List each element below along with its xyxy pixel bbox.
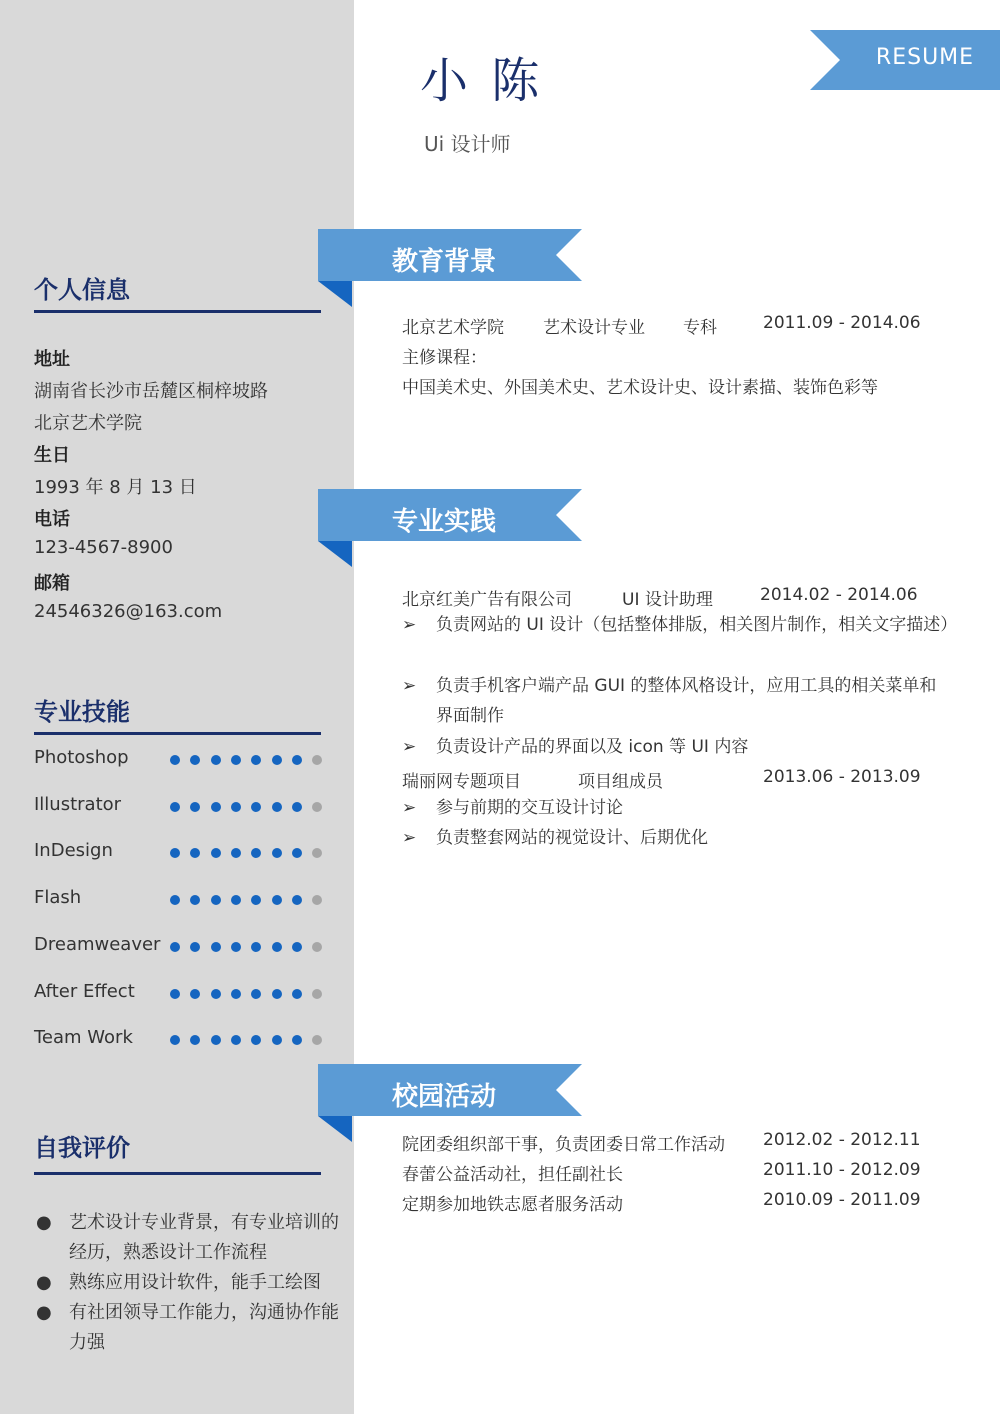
rating-dot-filled [190,848,200,858]
skill-rating [170,1035,330,1047]
job1-period: 2014.02 - 2014.06 [760,585,918,605]
rating-dot-filled [170,802,180,812]
self-eval-item: ● 艺术设计专业背景，有专业培训的经历，熟悉设计工作流程 [34,1208,349,1268]
rating-dot-filled [272,1035,282,1045]
rating-dot-filled [231,848,241,858]
skill-rating [170,895,330,907]
rating-dot-filled [170,755,180,765]
rating-dot-filled [272,942,282,952]
skill-name: Team Work [34,1027,133,1049]
campus-banner [318,1064,584,1132]
job2-point: 负责整套网站的视觉设计、后期优化 [436,828,708,848]
arrow-bullet-icon: ➢ [402,798,417,818]
skill-rating [170,755,330,767]
arrow-bullet-icon: ➢ [402,828,417,848]
job1-role: UI 设计助理 [622,590,713,610]
self-eval-title: 自我评价 [34,1134,130,1162]
skills-title: 专业技能 [34,698,130,726]
arrow-bullet-icon: ➢ [402,676,417,696]
skill-rating [170,942,330,954]
rating-dot-filled [211,942,221,952]
self-eval-item: ● 熟练应用设计软件，能手工绘图 [34,1268,349,1298]
edu-major: 艺术设计专业 [543,318,645,338]
rating-dot-filled [251,989,261,999]
skill-row [34,747,334,777]
skill-name: Photoshop [34,747,129,768]
rating-dot-filled [170,1035,180,1045]
rating-dot-filled [231,989,241,999]
rating-dot-filled [292,942,302,952]
rating-dot-filled [190,1035,200,1045]
skill-row [34,794,334,824]
edu-period: 2011.09 - 2014.06 [763,313,921,333]
edu-courses-label: 主修课程： [402,348,487,368]
rating-dot-filled [170,848,180,858]
address-line1: 湖南省长沙市岳麓区桐梓坡路 [34,381,268,402]
bullet-icon: ● [36,1302,52,1323]
skill-row [34,887,334,917]
skill-rating [170,802,330,814]
edu-degree: 专科 [683,318,717,338]
arrow-bullet-icon: ➢ [402,737,417,757]
phone-value: 123-4567-8900 [34,537,173,558]
campus-activity: 春蕾公益活动社，担任副社长 [402,1165,623,1185]
rating-dot-filled [292,895,302,905]
rating-dot-filled [231,895,241,905]
rating-dot-empty [312,848,322,858]
skill-name: Illustrator [34,793,122,815]
rating-dot-filled [231,755,241,765]
job2-company: 瑞丽网专题项目 [402,772,521,792]
campus-period: 2011.10 - 2012.09 [763,1160,921,1180]
edu-school: 北京艺术学院 [402,318,504,338]
rating-dot-filled [211,755,221,765]
address-label: 地址 [34,349,70,370]
birthday-value: 1993 年 8 月 13 日 [34,477,197,498]
rating-dot-filled [292,848,302,858]
job1-point: 负责设计产品的界面以及 icon 等 UI 内容 [436,737,749,757]
arrow-bullet-icon: ➢ [402,615,417,635]
skill-name: Dreamweaver [34,933,161,955]
rating-dot-filled [251,895,261,905]
rating-dot-filled [190,755,200,765]
skills-rule [34,732,321,735]
personal-info-rule [34,310,321,313]
education-banner [318,229,584,297]
rating-dot-filled [251,848,261,858]
campus-activity: 定期参加地铁志愿者服务活动 [402,1195,623,1215]
job1-point: 负责手机客户端产品 GUI 的整体风格设计，应用工具的相关菜单和界面制作 [436,676,937,726]
rating-dot-empty [312,895,322,905]
practice-banner [318,489,584,557]
rating-dot-empty [312,802,322,812]
skill-rating [170,989,330,1001]
rating-dot-filled [272,755,282,765]
bullet-icon: ● [36,1212,52,1233]
job2-period: 2013.06 - 2013.09 [763,767,921,787]
skill-row [34,1027,334,1057]
rating-dot-empty [312,1035,322,1045]
skill-rating [170,848,330,860]
job1-point: 负责网站的 UI 设计（包括整体排版，相关图片制作，相关文字描述） [436,615,958,635]
rating-dot-filled [211,802,221,812]
skill-row [34,981,334,1011]
rating-dot-filled [190,895,200,905]
rating-dot-filled [251,755,261,765]
job2-point: 参与前期的交互设计讨论 [436,798,623,818]
rating-dot-filled [190,942,200,952]
rating-dot-filled [170,895,180,905]
campus-period: 2012.02 - 2012.11 [763,1130,921,1150]
rating-dot-filled [292,989,302,999]
skill-name: InDesign [34,840,113,862]
rating-dot-filled [292,755,302,765]
resume-label: RESUME [875,45,975,70]
rating-dot-filled [170,989,180,999]
rating-dot-empty [312,942,322,952]
rating-dot-empty [312,989,322,999]
rating-dot-filled [251,802,261,812]
rating-dot-filled [231,942,241,952]
practice-title: 专业实践 [392,507,497,537]
rating-dot-filled [190,989,200,999]
rating-dot-empty [312,755,322,765]
rating-dot-filled [190,802,200,812]
skill-row [34,840,334,870]
resume-ribbon [810,30,1000,90]
rating-dot-filled [211,895,221,905]
rating-dot-filled [211,848,221,858]
phone-label: 电话 [34,509,70,530]
edu-courses: 中国美术史、外国美术史、艺术设计史、设计素描、装饰色彩等 [402,378,878,398]
birthday-label: 生日 [34,445,70,466]
rating-dot-filled [272,989,282,999]
email-value: 24546326@163.com [34,601,223,622]
job2-role: 项目组成员 [578,772,663,792]
bullet-icon: ● [36,1272,52,1293]
rating-dot-filled [231,802,241,812]
email-label: 邮箱 [34,573,70,594]
campus-title: 校园活动 [392,1082,497,1112]
personal-info-title: 个人信息 [34,276,130,304]
rating-dot-filled [272,802,282,812]
self-eval-list [34,1208,349,1358]
rating-dot-filled [211,1035,221,1045]
address-line2: 北京艺术学院 [34,413,142,434]
rating-dot-filled [231,1035,241,1045]
rating-dot-filled [292,1035,302,1045]
job1-company: 北京红美广告有限公司 [402,590,572,610]
rating-dot-filled [211,989,221,999]
job-title: Ui 设计师 [424,132,511,156]
self-eval-item: ● 有社团领导工作能力，沟通协作能力强 [34,1298,349,1358]
rating-dot-filled [251,1035,261,1045]
rating-dot-filled [170,942,180,952]
rating-dot-filled [251,942,261,952]
skill-name: After Effect [34,980,135,1002]
rating-dot-filled [272,895,282,905]
skill-row [34,934,334,964]
campus-period: 2010.09 - 2011.09 [763,1190,921,1210]
rating-dot-filled [272,848,282,858]
education-title: 教育背景 [392,247,497,277]
skill-name: Flash [34,887,82,909]
rating-dot-filled [292,802,302,812]
self-eval-rule [34,1172,321,1175]
candidate-name: 小 陈 [420,53,544,109]
campus-activity: 院团委组织部干事，负责团委日常工作活动 [402,1135,725,1155]
